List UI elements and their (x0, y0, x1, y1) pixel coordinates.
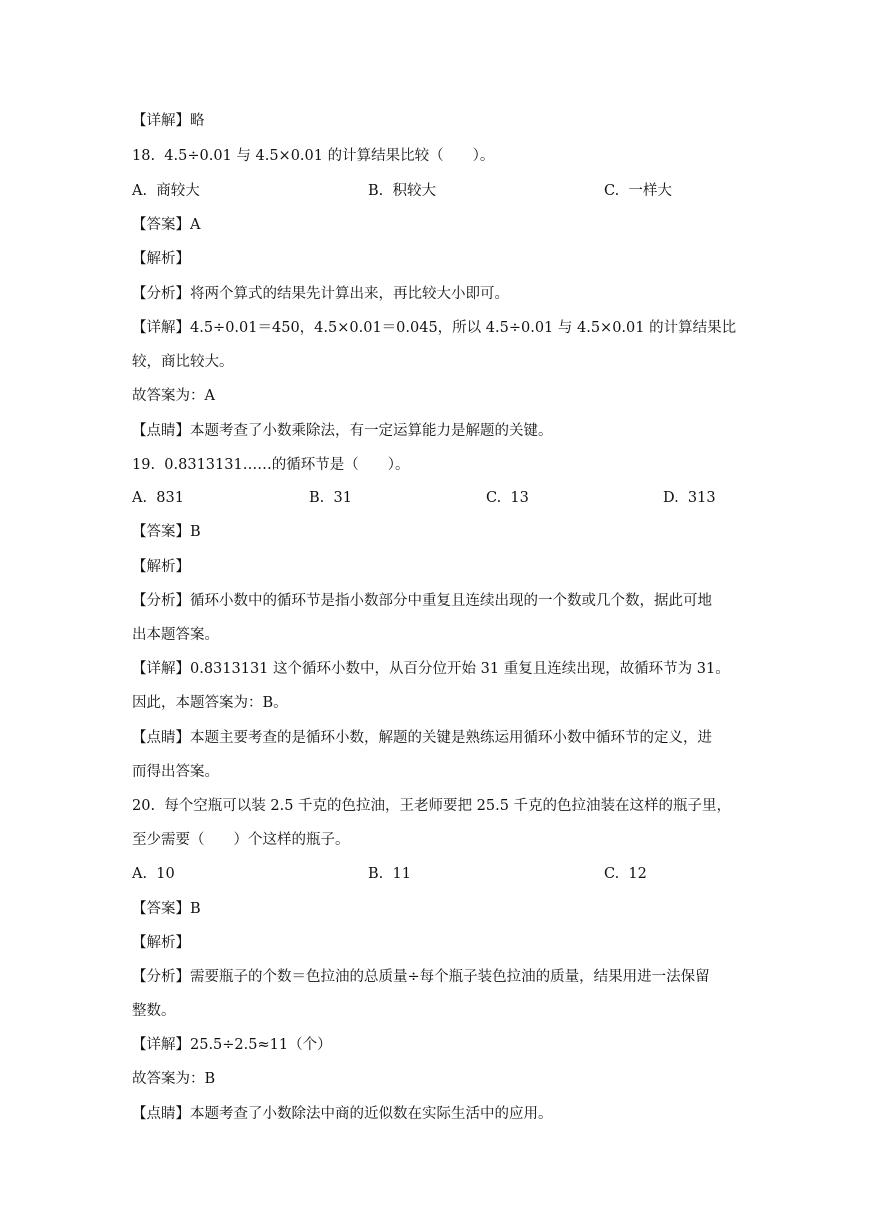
q19-analysis: 【分析】循环小数中的循环节是指小数部分中重复且连续出现的一个数或几个数，据此可地 (132, 593, 712, 609)
detail-line: 【详解】略 (132, 113, 205, 129)
q18-detail-cont: 较，商比较大。 (132, 354, 234, 370)
q19-answer: 【答案】B (132, 524, 201, 540)
question-20-cont: 至少需要（ ）个这样的瓶子。 (132, 832, 350, 848)
q18-option-a: A. 商较大 (132, 183, 200, 199)
q19-option-b: B. 31 (309, 490, 352, 506)
q20-option-b: B. 11 (368, 866, 411, 882)
question-19: 19. 0.8313131……的循环节是（ ）。 (132, 457, 410, 473)
q20-final-answer: 故答案为：B (132, 1071, 216, 1087)
q18-option-b: B. 积较大 (368, 183, 436, 199)
q18-detail: 【详解】4.5÷0.01＝450，4.5×0.01＝0.045，所以 4.5÷0.01 与 4.5×0.01 的计算结果比 (132, 320, 737, 336)
q18-final-answer: 故答案为：A (132, 388, 215, 404)
q20-option-a: A. 10 (132, 866, 175, 882)
q19-option-c: C. 13 (486, 490, 529, 506)
q20-detail: 【详解】25.5÷2.5≈11（个） (132, 1037, 332, 1053)
q19-detail: 【详解】0.8313131 这个循环小数中，从百分位开始 31 重复且连续出现，故循环节为 31。 (132, 661, 730, 677)
q19-comment-cont: 而得出答案。 (132, 764, 219, 780)
q20-analysis-heading: 【解析】 (132, 935, 190, 951)
q20-analysis: 【分析】需要瓶子的个数＝色拉油的总质量÷每个瓶子装色拉油的质量，结果用进一法保留 (132, 969, 710, 985)
q18-comment: 【点睛】本题考查了小数乘除法，有一定运算能力是解题的关键。 (132, 423, 553, 439)
q19-option-d: D. 313 (663, 490, 716, 506)
q18-analysis: 【分析】将两个算式的结果先计算出来，再比较大小即可。 (132, 286, 509, 302)
question-20: 20. 每个空瓶可以装 2.5 千克的色拉油，王老师要把 25.5 千克的色拉油装在这样的瓶子里， (132, 798, 732, 814)
question-18: 18. 4.5÷0.01 与 4.5×0.01 的计算结果比较（ ）。 (132, 148, 495, 164)
q20-answer: 【答案】B (132, 901, 201, 917)
q19-analysis-heading: 【解析】 (132, 559, 190, 575)
q19-option-a: A. 831 (132, 490, 184, 506)
q18-answer: 【答案】A (132, 217, 201, 233)
q20-comment: 【点睛】本题考查了小数除法中商的近似数在实际生活中的应用。 (132, 1106, 553, 1122)
q18-analysis-heading: 【解析】 (132, 251, 190, 267)
q20-option-c: C. 12 (604, 866, 647, 882)
q20-analysis-cont: 整数。 (132, 1003, 176, 1019)
q18-option-c: C. 一样大 (604, 183, 672, 199)
q19-analysis-cont: 出本题答案。 (132, 627, 219, 643)
q19-comment: 【点睛】本题主要考查的是循环小数，解题的关键是熟练运用循环小数中循环节的定义，进 (132, 730, 712, 746)
q19-final-answer: 因此，本题答案为：B。 (132, 695, 288, 711)
